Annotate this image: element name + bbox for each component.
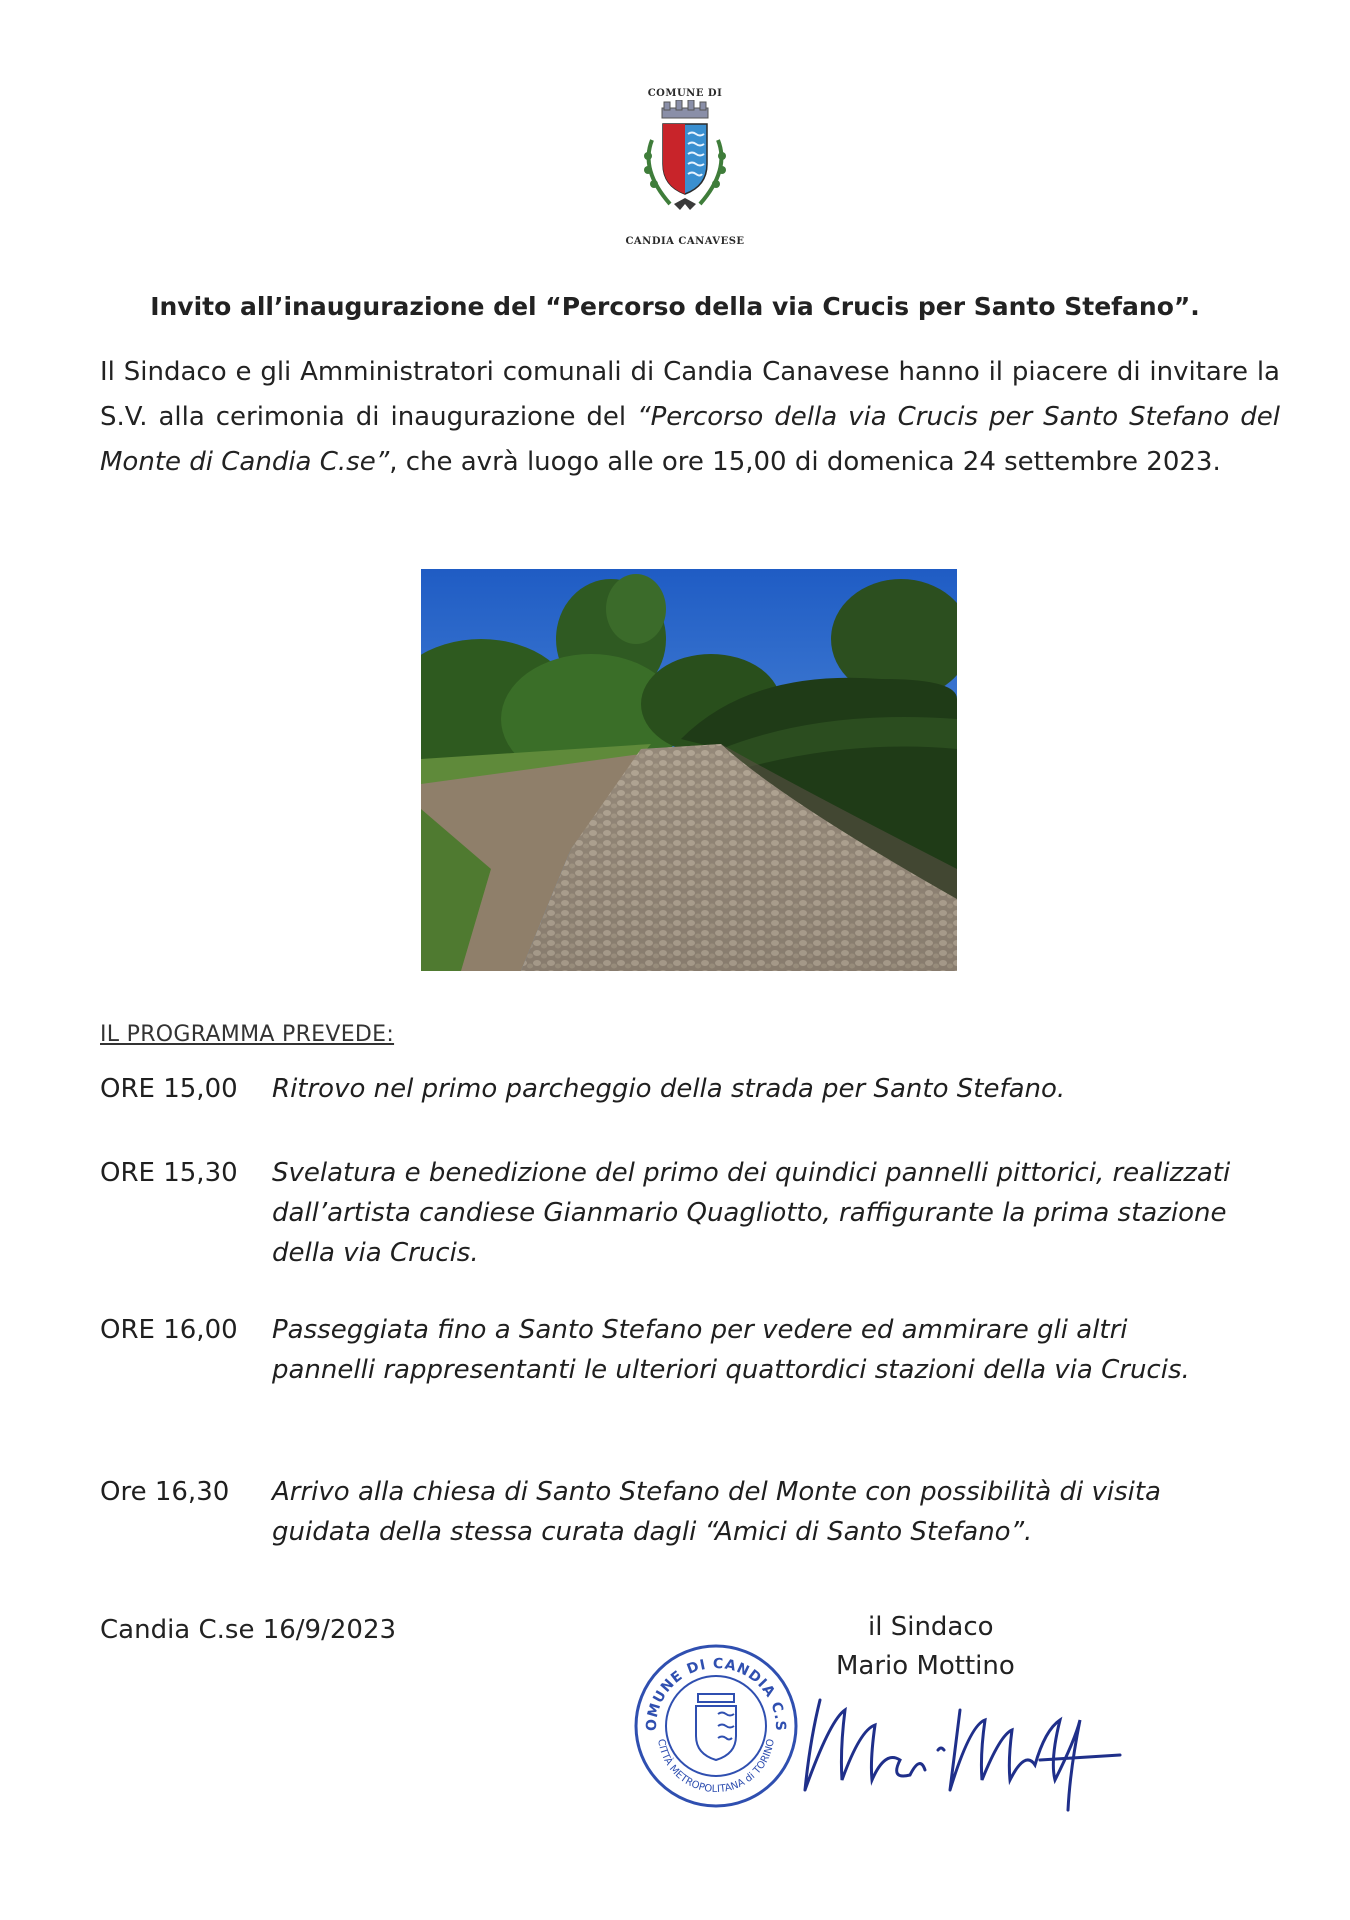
intro-text-part2: , che avrà luogo alle ore 15,00 di domenica 24 settembre 2023. [389,447,1221,477]
crest-bottom-text: CANDIA CANAVESE [625,236,745,247]
stamp-bottom-text: CITTÀ METROPOLITANA di TORINO [655,1738,777,1796]
municipal-crest [625,88,745,253]
stamp-top-text: OMUNE DI CANDIA C.S [643,1655,789,1733]
programme-time: Ore 16,30 [100,1477,230,1507]
programme-description: Arrivo alla chiesa di Santo Stefano del Monte con possibilità di visita guidata della stessa curata dagli “Amici di Santo Stefano”. [272,1477,1161,1547]
intro-paragraph [100,350,1280,485]
svg-text:CITTÀ METROPOLITANA di TORINO [655,1738,777,1795]
coat-of-arms-icon [630,100,740,235]
programme-time: ORE 16,00 [100,1315,238,1345]
programme-description: Passeggiata fino a Santo Stefano per vedere ed ammirare gli altri pannelli rappresentanti le ulteriori quattordici stazioni della via Crucis. [272,1315,1190,1385]
municipal-stamp-icon [628,1636,804,1812]
signature-icon [790,1680,1140,1830]
svg-text:COMUNE DI CANDIA C.SE [628,1636,788,1732]
crest-top-text: COMUNE DI [647,88,723,99]
programme-description: Svelatura e benedizione del primo dei quindici pannelli pittorici, realizzati dall’artista candiese Gianmario Quagliotto, raffigurante la prima stazione della via Crucis. [272,1158,1231,1268]
programme-description: Ritrovo nel primo parcheggio della strada per Santo Stefano. [272,1074,1066,1104]
intro-text-part1: Il Sindaco e gli Amministratori comunali di Candia Canavese hanno il piacere di invitare la S.V. alla cerimonia di inaugurazione del [100,357,1280,432]
event-name: “Percorso della via Crucis per Santo Stefano del Monte di Candia C.se” [100,402,1280,477]
signatory-role: il Sindaco [868,1612,994,1642]
signatory-name: Mario Mottino [836,1651,1015,1681]
programme-time: ORE 15,00 [100,1074,238,1104]
programme-heading: IL PROGRAMMA PREVEDE: [100,1022,395,1047]
handwritten-signature [790,1680,1140,1830]
invitation-title: Invito all’inaugurazione del “Percorso della via Crucis per Santo Stefano”. [150,292,1200,321]
programme-time: ORE 15,30 [100,1158,238,1188]
cobblestone-path-photo-icon [421,569,957,971]
place-and-date: Candia C.se 16/9/2023 [100,1615,397,1645]
